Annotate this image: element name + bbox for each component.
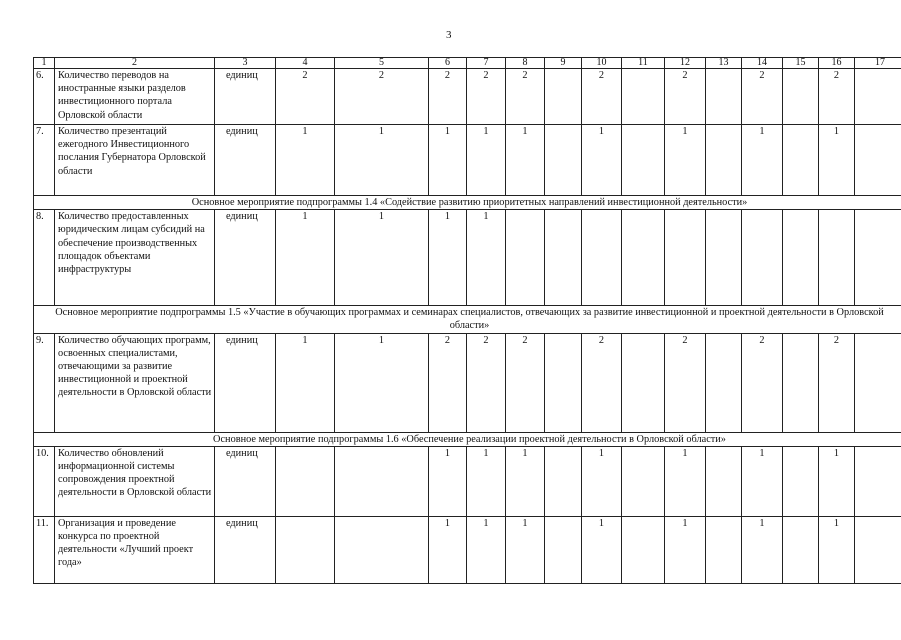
value-cell — [783, 333, 819, 432]
value-cell — [706, 69, 742, 125]
value-cell: 1 — [429, 446, 467, 516]
value-cell: 2 — [665, 69, 706, 125]
header-cell: 4 — [276, 58, 335, 69]
value-cell: 1 — [276, 333, 335, 432]
indicator-name: Количество предоставленных юридическим лицам субсидий на обеспечение производственных площадок объектами инфраструктуры — [55, 210, 215, 306]
value-cell — [819, 210, 855, 306]
value-cell — [582, 210, 622, 306]
value-cell: 2 — [276, 69, 335, 125]
header-cell: 14 — [742, 58, 783, 69]
value-cell: 1 — [276, 125, 335, 196]
value-cell: 1 — [742, 125, 783, 196]
row-number: 6. — [34, 69, 55, 125]
value-cell: 1 — [467, 516, 506, 583]
value-cell — [506, 210, 545, 306]
indicator-name: Количество обучающих программ, освоенных специалистами, отвечающими за развитие инвестиционной и проектной деятельности в Орловской области — [55, 333, 215, 432]
header-cell: 5 — [335, 58, 429, 69]
value-cell: 1 — [506, 446, 545, 516]
page-number: 3 — [446, 29, 452, 41]
value-cell — [335, 446, 429, 516]
value-cell — [742, 210, 783, 306]
value-cell: 1 — [467, 210, 506, 306]
value-cell: 1 — [819, 516, 855, 583]
value-cell: 2 — [429, 333, 467, 432]
indicator-name: Количество переводов на иностранные языки разделов инвестиционного портала Орловской области — [55, 69, 215, 125]
value-cell: 1 — [665, 516, 706, 583]
value-cell: 1 — [335, 125, 429, 196]
value-cell — [622, 333, 665, 432]
value-cell — [545, 69, 582, 125]
value-cell: 1 — [506, 516, 545, 583]
header-cell: 17 — [855, 58, 901, 69]
value-cell: 1 — [819, 446, 855, 516]
value-cell — [783, 210, 819, 306]
value-cell: 2 — [582, 333, 622, 432]
table-row — [34, 446, 901, 516]
value-cell — [855, 516, 901, 583]
value-cell — [622, 210, 665, 306]
value-cell: 1 — [582, 516, 622, 583]
row-number: 7. — [34, 125, 55, 196]
unit-cell: единиц — [215, 333, 276, 432]
value-cell — [665, 210, 706, 306]
value-cell — [855, 69, 901, 125]
table-row — [34, 69, 901, 125]
value-cell — [545, 516, 582, 583]
value-cell — [783, 446, 819, 516]
unit-cell: единиц — [215, 69, 276, 125]
value-cell: 1 — [467, 125, 506, 196]
value-cell — [545, 333, 582, 432]
header-cell: 12 — [665, 58, 706, 69]
header-cell: 16 — [819, 58, 855, 69]
row-number: 11. — [34, 516, 55, 583]
value-cell: 1 — [335, 210, 429, 306]
header-cell: 13 — [706, 58, 742, 69]
value-cell: 2 — [819, 333, 855, 432]
value-cell: 2 — [742, 69, 783, 125]
unit-cell: единиц — [215, 210, 276, 306]
value-cell: 1 — [429, 210, 467, 306]
header-cell: 3 — [215, 58, 276, 69]
value-cell — [622, 446, 665, 516]
header-cell: 8 — [506, 58, 545, 69]
section-title: Основное мероприятие подпрограммы 1.4 «Содействие развитию приоритетных направлений инвестиционной деятельности» — [34, 196, 901, 210]
table-row — [34, 516, 901, 583]
value-cell: 1 — [665, 125, 706, 196]
value-cell: 1 — [335, 333, 429, 432]
value-cell: 1 — [582, 125, 622, 196]
header-cell: 15 — [783, 58, 819, 69]
value-cell — [783, 125, 819, 196]
value-cell — [855, 333, 901, 432]
unit-cell: единиц — [215, 125, 276, 196]
indicator-name: Количество презентаций ежегодного Инвестиционного послания Губернатора Орловской области — [55, 125, 215, 196]
value-cell: 2 — [467, 333, 506, 432]
row-number: 8. — [34, 210, 55, 306]
value-cell: 1 — [467, 446, 506, 516]
value-cell: 2 — [335, 69, 429, 125]
header-row — [34, 58, 901, 69]
header-cell: 7 — [467, 58, 506, 69]
header-cell: 9 — [545, 58, 582, 69]
value-cell — [855, 446, 901, 516]
section-row — [34, 196, 901, 210]
value-cell: 2 — [819, 69, 855, 125]
value-cell — [545, 446, 582, 516]
value-cell — [855, 125, 901, 196]
section-title: Основное мероприятие подпрограммы 1.5 «Участие в обучающих программах и семинарах специалистов, отвечающих за развитие инвестиционной и проектной деятельности в Орловской области» — [34, 306, 901, 333]
value-cell — [276, 446, 335, 516]
value-cell — [783, 516, 819, 583]
value-cell: 1 — [276, 210, 335, 306]
value-cell — [706, 516, 742, 583]
value-cell: 2 — [467, 69, 506, 125]
unit-cell: единиц — [215, 516, 276, 583]
indicator-name: Организация и проведение конкурса по проектной деятельности «Лучший проект года» — [55, 516, 215, 583]
value-cell: 1 — [742, 516, 783, 583]
value-cell — [622, 69, 665, 125]
value-cell: 1 — [429, 516, 467, 583]
value-cell: 1 — [819, 125, 855, 196]
value-cell: 2 — [506, 333, 545, 432]
indicator-name: Количество обновлений информационной системы сопровождения проектной деятельности в Орловской области — [55, 446, 215, 516]
value-cell: 1 — [429, 125, 467, 196]
value-cell: 1 — [742, 446, 783, 516]
header-cell: 1 — [34, 58, 55, 69]
value-cell — [783, 69, 819, 125]
section-title: Основное мероприятие подпрограммы 1.6 «Обеспечение реализации проектной деятельности в Орловской области» — [34, 432, 901, 446]
row-number: 9. — [34, 333, 55, 432]
value-cell — [855, 210, 901, 306]
value-cell — [706, 333, 742, 432]
value-cell: 1 — [506, 125, 545, 196]
header-cell: 10 — [582, 58, 622, 69]
value-cell — [706, 446, 742, 516]
table-row — [34, 210, 901, 306]
unit-cell: единиц — [215, 446, 276, 516]
section-row — [34, 432, 901, 446]
value-cell: 2 — [665, 333, 706, 432]
value-cell: 1 — [582, 446, 622, 516]
header-cell: 11 — [622, 58, 665, 69]
value-cell — [622, 125, 665, 196]
table-row — [34, 125, 901, 196]
section-row — [34, 306, 901, 333]
value-cell — [276, 516, 335, 583]
value-cell: 2 — [582, 69, 622, 125]
header-cell: 6 — [429, 58, 467, 69]
value-cell — [335, 516, 429, 583]
value-cell: 2 — [742, 333, 783, 432]
value-cell — [545, 210, 582, 306]
row-number: 10. — [34, 446, 55, 516]
value-cell: 1 — [665, 446, 706, 516]
table-row — [34, 333, 901, 432]
value-cell — [706, 210, 742, 306]
value-cell: 2 — [429, 69, 467, 125]
value-cell: 2 — [506, 69, 545, 125]
value-cell — [545, 125, 582, 196]
header-cell: 2 — [55, 58, 215, 69]
value-cell — [622, 516, 665, 583]
value-cell — [706, 125, 742, 196]
indicators-table — [33, 57, 901, 584]
